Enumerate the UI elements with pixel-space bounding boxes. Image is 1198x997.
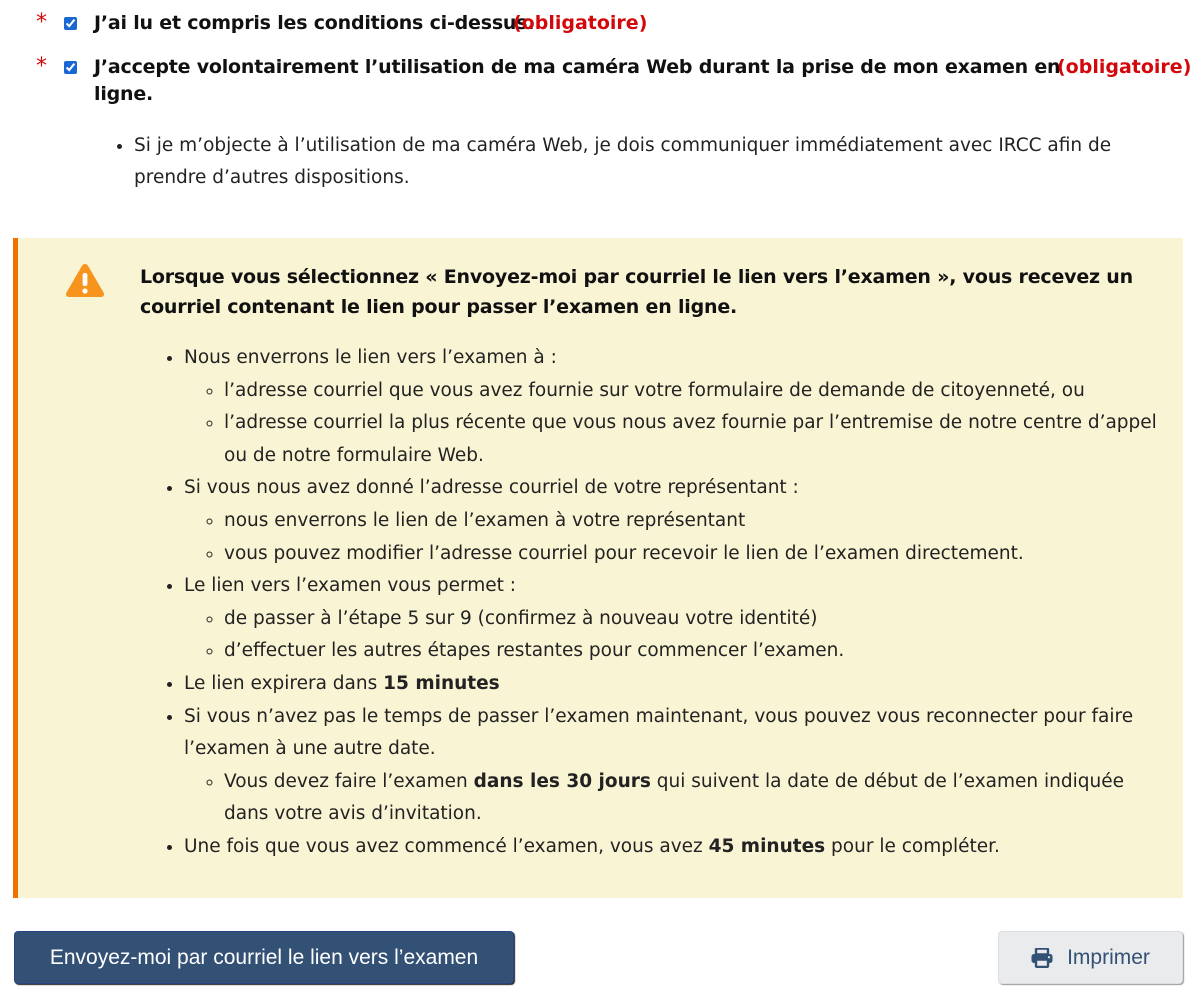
conditions-checkbox[interactable] [64, 17, 77, 30]
printer-icon [1031, 948, 1053, 968]
deadline-days: dans les 30 jours [473, 770, 651, 792]
expiry-duration: 15 minutes [383, 672, 500, 694]
sub-list-item: ◦ Vous devez faire l’examen dans les 30 jours qui suivent la date de début de l’examen indiquée dans votre avis d’invitation. [224, 766, 1174, 831]
warning-icon [65, 262, 105, 298]
print-button[interactable] [998, 931, 1183, 984]
list-item-expiry: • Le lien expirera dans 15 minutes [184, 668, 1174, 701]
sub-list-item: ◦ vous pouvez modifier l’adresse courriel pour recevoir le lien de l’examen directement. [224, 538, 1174, 571]
send-exam-link-button[interactable] [14, 931, 514, 984]
sub-list-item: ◦ nous enverrons le lien de l’examen à votre représentant [224, 505, 1174, 538]
required-asterisk: * [36, 54, 47, 79]
list-item-duration: • Une fois que vous avez commencé l’examen, vous avez 45 minutes pour le compléter. [184, 831, 1174, 864]
webcam-consent-checkbox[interactable] [64, 61, 77, 74]
alert-title: Lorsque vous sélectionnez « Envoyez-moi par courriel le lien vers l’examen », vous recevez un courriel contenant le lien pour passer l’examen en ligne. [140, 266, 1133, 318]
sub-list-item: ◦ de passer à l’étape 5 sur 9 (confirmez à nouveau votre identité) [224, 603, 1174, 636]
list-item: • Si vous nous avez donné l’adresse courriel de votre représentant : ◦ nous enverrons le lien de l’examen à votre représentant ◦ vous pouvez modifier l’adresse courriel pour recevoir le lien de l’examen directement. [184, 472, 1174, 570]
sub-list-item: ◦ d’effectuer les autres étapes restantes pour commencer l’examen. [224, 635, 1174, 668]
sub-list-item: ◦ l’adresse courriel que vous avez fournie sur votre formulaire de demande de citoyenneté, ou [224, 375, 1174, 408]
webcam-note-list [110, 130, 1124, 194]
list-item: • Si vous n’avez pas le temps de passer l’examen maintenant, vous pouvez vous reconnecter pour faire l’examen à une autre date. ◦ Vous devez faire l’examen dans les 30 jours qui suivent la date de début de l’examen indiquée dans votre avis d’invitation. [184, 701, 1174, 831]
exam-duration: 45 minutes [708, 835, 826, 857]
required-label: (obligatoire) [513, 12, 648, 34]
alert-list [160, 342, 1174, 864]
list-item: • Nous enverrons le lien vers l’examen à : ◦ l’adresse courriel que vous avez fournie sur votre formulaire de demande de citoyenneté, ou ◦ l’adresse courriel la plus récente que vous nous avez fournie par l’entremise de notre centre d’appel ou de notre formulaire Web. [184, 342, 1174, 472]
send-exam-link-label: Envoyez-moi par courriel le lien vers l’examen [49, 945, 479, 969]
webcam-label-line1: J’accepte volontairement l’utilisation de ma caméra Web durant la prise de mon examen en [94, 56, 1061, 78]
webcam-note: • Si je m’objecte à l’utilisation de ma caméra Web, je dois communiquer immédiatement avec IRCC afin de prendre d’autres dispositions. [134, 130, 1124, 194]
conditions-label: J’ai lu et compris les conditions ci-dessus. [94, 12, 535, 34]
required-label: (obligatoire) [1057, 56, 1192, 78]
print-label: Imprimer [1067, 945, 1150, 969]
required-asterisk: * [36, 10, 47, 35]
sub-list-item: ◦ l’adresse courriel la plus récente que vous nous avez fournie par l’entremise de notre centre d’appel ou de notre formulaire Web. [224, 407, 1174, 472]
list-item: • Le lien vers l’examen vous permet : ◦ de passer à l’étape 5 sur 9 (confirmez à nouveau votre identité) ◦ d’effectuer les autres étapes restantes pour commencer l’examen. [184, 570, 1174, 668]
warning-alert [13, 238, 1183, 898]
webcam-label-line2: ligne. [94, 83, 154, 105]
